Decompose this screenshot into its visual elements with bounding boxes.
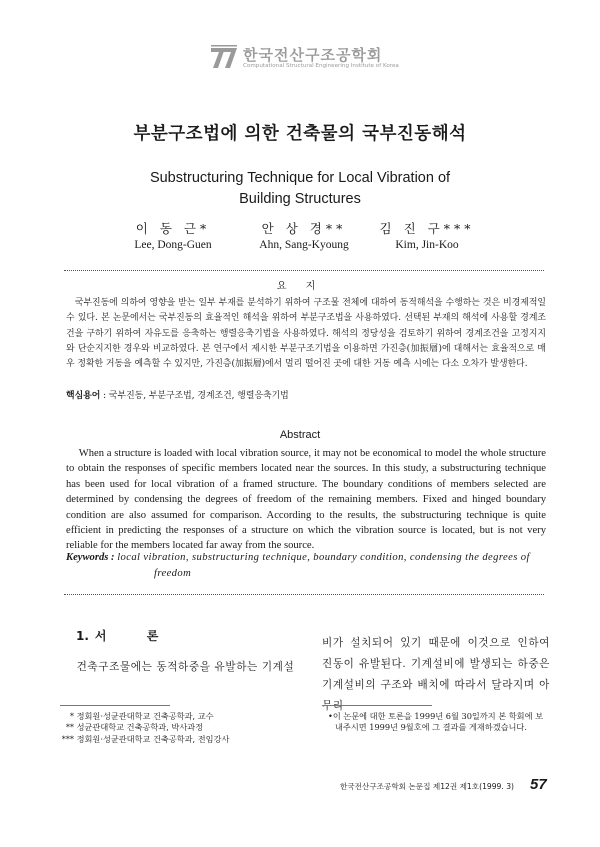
divider-bottom [64, 594, 544, 595]
author-2-name-ko: 안 상 경** [261, 221, 347, 236]
society-logo [209, 44, 399, 74]
footer-citation: 한국전산구조공학회 논문집 제12권 제1호(1999. 3) [340, 782, 515, 791]
author-1 [118, 220, 228, 254]
footnote-2: ** 성균관대학교 건축공학과, 박사과정 [65, 722, 204, 733]
author-3-name-en: Kim, Jin-Koo [395, 239, 459, 251]
paper-title-ko: 부분구조법에 의한 건축물의 국부진동해석 [133, 124, 467, 144]
keywords-ko-label: 핵심용어 [66, 391, 101, 401]
footnotes-left [58, 711, 308, 745]
author-1-name-ko: 이 동 근* [135, 221, 211, 236]
footnote-rule-left [60, 705, 170, 706]
author-2 [244, 220, 364, 254]
footnote-discussion [328, 711, 568, 734]
paper-title-en-line1: Substructuring Technique for Local Vibration of [149, 170, 451, 186]
author-3 [372, 220, 482, 254]
keywords-ko-list: : 국부진동, 부분구조법, 경계조건, 행렬응축기법 [100, 391, 289, 401]
paper-title-en-line2: Building Structures [239, 191, 361, 207]
page-number: 57 [530, 776, 547, 793]
section-number: 1. [76, 629, 89, 643]
abstract-ko-heading: 요 지 [276, 281, 324, 292]
footnote-3: *** 정회원·성균관대학교 건축공학과, 전임강사 [61, 733, 230, 744]
keywords-en: Keywords : local vibration, substructuring technique, boundary condition, condensing the degrees of freedom [66, 550, 546, 582]
paper-title-en [0, 168, 600, 210]
author-2-name-en: Ahn, Sang-Kyoung [259, 239, 349, 251]
society-name-ko: 한국전산구조공학회 [243, 46, 383, 64]
abstract-en-body: When a structure is loaded with local vibration source, it may not be economical to model the whole structure to obtain the responses of specific members located near the sources. In this study, a substructuring technique has been used for local vibration of a framed structure. The boundary conditions of members selected are determined by condensing the degrees of freedom of the remaining members. Fixed and hinged boundary condition are also assumed for comparison. According to the results, the substructuring technique is quite efficient in predicting the responses of a structure on which the vibration source is located, but is not very reliable for the members located far away from the source. [66, 448, 546, 552]
body-text-right: 비가 설치되어 있기 때문에 이것으로 인하여 진동이 유발된다. 기계설비에 발생되는 하중은 기계설비의 구조와 배치에 따라서 달라지며 아무리 [322, 637, 550, 712]
footnote-discussion-line1: 이 논문에 대한 토론을 1999년 6월 30일까지 본 학회에 보 [332, 711, 544, 721]
keywords-en-label: Keywords [66, 552, 109, 563]
section-title: 서 론 [94, 629, 177, 643]
section-heading [76, 627, 176, 644]
abstract-en-heading: Abstract [279, 429, 321, 441]
body-text-left: 건축구조물에는 동적하중을 유발하는 기계설 [76, 661, 295, 673]
author-1-name-en: Lee, Dong-Guen [134, 239, 212, 251]
keywords-en-list-line1: local vibration, substructuring technique, boundary condition, condensing the degrees of [117, 552, 530, 563]
footnote-1: * 정회원·성균관대학교 건축공학과, 교수 [69, 711, 214, 721]
divider-top [64, 270, 544, 271]
keywords-en-list-line2: freedom [154, 568, 192, 579]
keywords-ko [66, 389, 546, 403]
society-name-en: Computational Structural Engineering Institute of Korea [243, 63, 399, 69]
footnote-rule-right [322, 705, 432, 706]
footnote-discussion-line2: 내주시면 1999년 9월호에 그 결과를 게재하겠습니다. [335, 722, 527, 733]
footnote-discussion-mark: • [328, 711, 333, 721]
society-logo-mark-icon [209, 44, 239, 70]
author-3-name-ko: 김 진 구*** [379, 221, 475, 236]
abstract-ko-body: 국부진동에 의하여 영향을 받는 일부 부재를 분석하기 위하여 구조물 전체에 대하여 동적해석을 수행하는 것은 비경제적일 수 있다. 본 논문에서는 국부진동의 효율적인 해석을 위하여 부분구조법을 사용하였다. 선택된 부재의 해석에 사용할 경계조건을 구하기 위하여 자유도를 응축하는 행렬응축기법을 사용하였다. 해석의 정당성을 검토하기 위하여 경계조건을 고정지지와 단순지지한 경우와 비교하였다. 본 연구에서 제시한 부분구조기법을 이용하면 가진층(加振層)에 대해서는 효율적으로 매우 정확한 거동을 예측할 수 있지만, 가진층(加振層)에서 멀리 떨어진 곳에 대한 거동 예측 시에는 다소 오차가 발생한다. [66, 298, 546, 370]
